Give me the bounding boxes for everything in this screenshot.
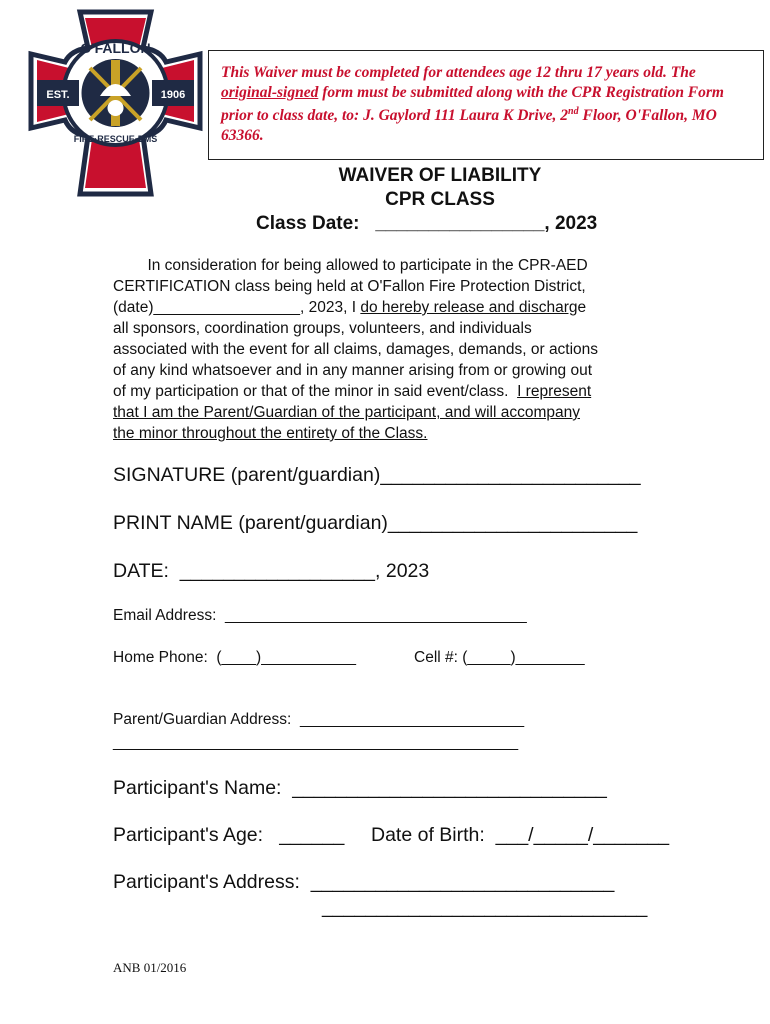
print-name-field[interactable]: PRINT NAME (parent/guardian)_______________________ bbox=[113, 512, 638, 534]
notice-text-2: form must be submitted along with the CPR Registration Form prior to class date, to: J. Gaylord 111 Laura K Drive, 2 bbox=[221, 83, 724, 125]
body-line: the minor throughout the entirety of the Class. bbox=[113, 425, 428, 442]
signature-field[interactable]: SIGNATURE (parent/guardian)________________________ bbox=[113, 464, 641, 486]
waiver-body bbox=[113, 255, 673, 444]
guardian-address-field[interactable]: Parent/Guardian Address: __________________________ bbox=[113, 711, 525, 728]
body-line: In consideration for being allowed to participate in the CPR-AED bbox=[113, 257, 588, 274]
notice-text-3: Floor, O'Fallon, MO 63366. bbox=[221, 107, 717, 144]
date-field[interactable]: DATE: __________________, 2023 bbox=[113, 560, 430, 582]
body-line: all sponsors, coordination groups, volunteers, and individuals bbox=[113, 320, 532, 337]
body-line bbox=[113, 381, 673, 402]
logo-top-text: O'FALLON bbox=[80, 40, 151, 56]
form-code: ANB 01/2016 bbox=[113, 960, 187, 975]
guardian-address-line2[interactable]: _______________________________________________ bbox=[113, 734, 519, 751]
cell-phone-field[interactable]: Cell #: (_____)________ bbox=[414, 649, 585, 666]
date-of-birth-field[interactable]: Date of Birth: ___/_____/_______ bbox=[371, 824, 670, 846]
body-text: of my participation or that of the minor in said event/class. bbox=[113, 383, 518, 400]
waiver-title: WAIVER OF LIABILITY bbox=[338, 165, 542, 186]
logo-year-text: 1906 bbox=[160, 89, 186, 101]
body-text: e bbox=[577, 299, 587, 316]
date-blank[interactable]: (date)_________________, 2023, I bbox=[113, 299, 361, 316]
notice-sup: nd bbox=[568, 106, 579, 117]
participant-name-field[interactable]: Participant's Name: _____________________________ bbox=[113, 777, 607, 799]
body-line bbox=[113, 297, 673, 318]
notice-text-1: This Waiver must be completed for attendees age 12 thru 17 years old. The bbox=[221, 64, 696, 81]
participant-address-field[interactable]: Participant's Address: ____________________________ bbox=[113, 871, 615, 893]
class-date-field[interactable]: Class Date: ________________, 2023 bbox=[256, 213, 598, 234]
body-line: that I am the Parent/Guardian of the participant, and will accompany bbox=[113, 404, 580, 421]
ofallon-fire-logo bbox=[28, 8, 203, 198]
logo-bottom-text: FIRE·RESCUE·EMS bbox=[73, 134, 158, 144]
notice-underlined: original-signed bbox=[221, 83, 319, 101]
class-title: CPR CLASS bbox=[385, 189, 495, 210]
participant-address-line2[interactable]: ______________________________ bbox=[322, 896, 648, 918]
email-field[interactable]: Email Address: ___________________________________ bbox=[113, 607, 527, 624]
release-clause: do hereby release and discharg bbox=[360, 299, 578, 316]
body-line: associated with the event for all claims, damages, demands, or actions bbox=[113, 341, 599, 358]
body-line: CERTIFICATION class being held at O'Fallon Fire Protection District, bbox=[113, 278, 586, 295]
body-line: of any kind whatsoever and in any manner arising from or growing out bbox=[113, 362, 593, 379]
home-phone-field[interactable]: Home Phone: (____)___________ bbox=[113, 649, 357, 666]
participant-age-field[interactable]: Participant's Age: ______ bbox=[113, 824, 345, 846]
represent-clause: I represent bbox=[517, 383, 592, 400]
logo-est-text: EST. bbox=[46, 89, 70, 101]
submission-notice-box bbox=[208, 50, 764, 160]
